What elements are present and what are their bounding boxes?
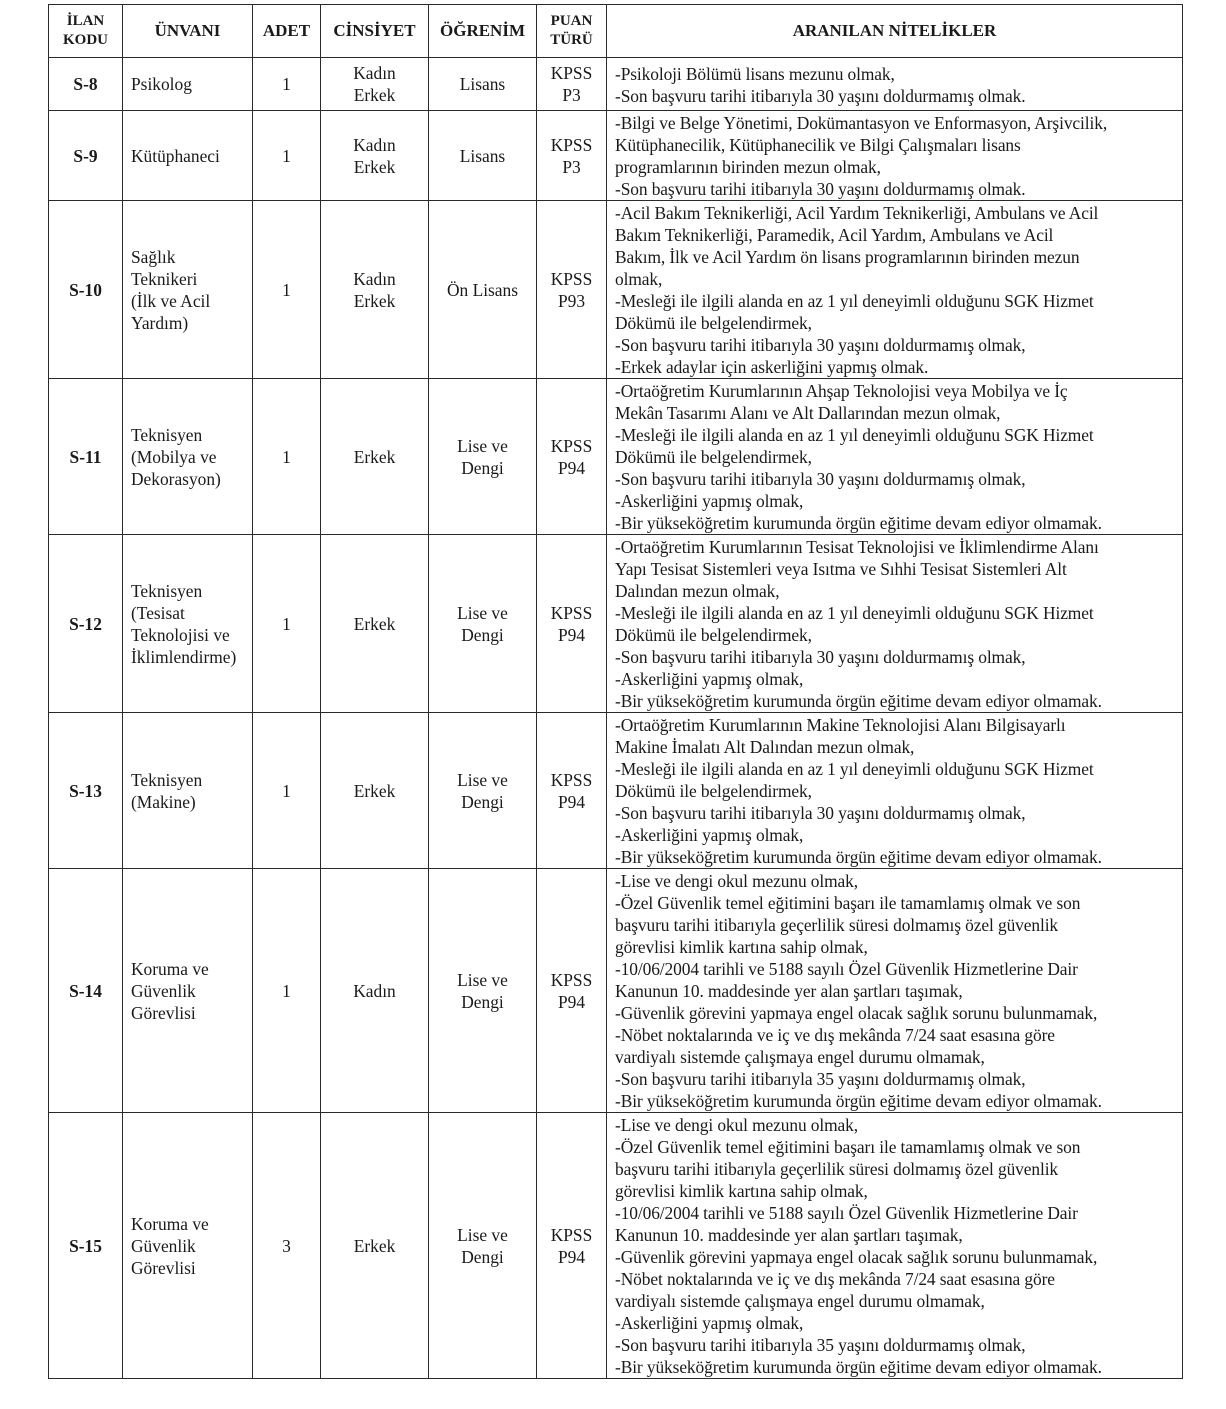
requirements-cell-line: -Bir yükseköğretim kurumunda örgün eğitime devam ediyor olmamak. xyxy=(615,1091,1102,1111)
education-cell-line: Lise ve xyxy=(457,1224,508,1245)
score-type-cell-line: P93 xyxy=(557,290,586,311)
listing-code: S-9 xyxy=(49,111,123,201)
listing-code: S-14 xyxy=(49,869,123,1113)
gender-cell-line: Erkek xyxy=(353,85,396,105)
position-title-line: Teknisyen xyxy=(131,769,203,790)
requirements-cell-line: -Lise ve dengi okul mezunu olmak, xyxy=(615,1115,859,1135)
position-title-line: Teknikeri xyxy=(131,268,198,289)
education-cell-line: Lisans xyxy=(459,145,506,166)
position-title xyxy=(123,201,253,379)
requirements-cell xyxy=(607,111,1183,201)
education-cell xyxy=(429,869,537,1113)
requirements-cell xyxy=(607,869,1183,1113)
score-type-cell-line: P3 xyxy=(562,85,581,105)
table-row xyxy=(49,111,1183,201)
requirements-cell-line: -Bir yükseköğretim kurumunda örgün eğitime devam ediyor olmamak. xyxy=(615,513,1102,533)
job-listing-table xyxy=(48,4,1183,1379)
gender-cell xyxy=(321,111,429,201)
requirements-cell-line: -Askerliğini yapmış olmak, xyxy=(615,825,804,845)
score-type-cell-line: KPSS xyxy=(550,1224,593,1245)
requirements-cell-line: -Psikoloji Bölümü lisans mezunu olmak, xyxy=(615,63,895,84)
gender-cell xyxy=(321,869,429,1113)
requirements-cell-line: -Askerliğini yapmış olmak, xyxy=(615,669,804,689)
education-cell-line: Lise ve xyxy=(457,602,508,623)
requirements-cell-line: -Son başvuru tarihi itibarıyla 35 yaşını doldurmamış olmak, xyxy=(615,1069,1026,1089)
gender-cell-line: Erkek xyxy=(353,1235,396,1256)
requirements-cell-line: Bakım, İlk ve Acil Yardım ön lisans programlarının birinden mezun xyxy=(615,247,1080,267)
requirements-cell-line: -Askerliğini yapmış olmak, xyxy=(615,1313,804,1333)
gender-cell xyxy=(321,1113,429,1379)
requirements-cell-line: -Bir yükseköğretim kurumunda örgün eğitime devam ediyor olmamak. xyxy=(615,847,1102,867)
position-title-line: Koruma ve xyxy=(131,1213,209,1234)
table-row xyxy=(49,869,1183,1113)
position-title xyxy=(123,535,253,713)
position-title-line: (Mobilya ve xyxy=(131,446,217,467)
requirements-cell-line: -Bilgi ve Belge Yönetimi, Dokümantasyon ve Enformasyon, Arşivcilik, xyxy=(615,113,1108,133)
score-type-cell xyxy=(537,713,607,869)
table-row xyxy=(49,713,1183,869)
education-cell xyxy=(429,1113,537,1379)
score-type-cell xyxy=(537,1113,607,1379)
requirements-cell-line: -Nöbet noktalarında ve iç ve dış mekânda 7/24 saat esasına göre xyxy=(615,1269,1055,1289)
position-title xyxy=(123,111,253,201)
header-score-type: PUAN TÜRÜ xyxy=(537,5,607,58)
position-count: 1 xyxy=(253,535,321,713)
requirements-cell-line: -Son başvuru tarihi itibarıyla 35 yaşını doldurmamış olmak, xyxy=(615,1335,1026,1355)
education-cell xyxy=(429,713,537,869)
listing-code: S-15 xyxy=(49,1113,123,1379)
gender-cell-line: Kadın xyxy=(353,63,396,83)
requirements-cell-line: -Son başvuru tarihi itibarıyla 30 yaşını doldurmamış olmak, xyxy=(615,335,1026,355)
position-title-line: Görevlisi xyxy=(131,1257,196,1278)
requirements-cell-line: başvuru tarihi itibarıyla geçerlilik süresi dolmamış özel güvenlik xyxy=(615,915,1059,935)
education-cell xyxy=(429,379,537,535)
requirements-cell-line: -Son başvuru tarihi itibarıyla 30 yaşını doldurmamış olmak. xyxy=(615,179,1026,199)
header-count: ADET xyxy=(253,5,321,58)
requirements-cell xyxy=(607,379,1183,535)
gender-cell xyxy=(321,58,429,111)
score-type-cell xyxy=(537,869,607,1113)
requirements-cell-line: vardiyalı sistemde çalışmaya engel durumu olmamak, xyxy=(615,1047,985,1067)
requirements-cell-line: -Mesleği ile ilgili alanda en az 1 yıl deneyimli olduğunu SGK Hizmet xyxy=(615,425,1094,445)
requirements-cell-line: -Ortaöğretim Kurumlarının Ahşap Teknolojisi veya Mobilya ve İç xyxy=(615,381,1068,401)
requirements-cell-line: -10/06/2004 tarihli ve 5188 sayılı Özel Güvenlik Hizmetlerine Dair xyxy=(615,959,1078,979)
position-title-line: Güvenlik xyxy=(131,1235,196,1256)
requirements-cell-line: Dökümü ile belgelendirmek, xyxy=(615,781,812,801)
position-title-line: Koruma ve xyxy=(131,958,209,979)
gender-cell xyxy=(321,379,429,535)
score-type-cell-line: P3 xyxy=(562,156,581,177)
table-row xyxy=(49,379,1183,535)
header-requirements: ARANILAN NİTELİKLER xyxy=(607,5,1183,58)
table-row xyxy=(49,58,1183,111)
requirements-cell-line: Bakım Teknikerliği, Paramedik, Acil Yardım, Ambulans ve Acil xyxy=(615,225,1054,245)
requirements-cell-line: -Güvenlik görevini yapmaya engel olacak sağlık sorunu bulunmamak, xyxy=(615,1003,1098,1023)
header-code: İLAN KODU xyxy=(49,5,123,58)
education-cell xyxy=(429,58,537,111)
education-cell-line: Lise ve xyxy=(457,435,508,456)
requirements-cell-line: -Mesleği ile ilgili alanda en az 1 yıl deneyimli olduğunu SGK Hizmet xyxy=(615,759,1094,779)
requirements-cell-line: -Bir yükseköğretim kurumunda örgün eğitime devam ediyor olmamak. xyxy=(615,691,1102,711)
score-type-cell-line: KPSS xyxy=(550,602,593,623)
requirements-cell-line: Dökümü ile belgelendirmek, xyxy=(615,625,812,645)
education-cell-line: Dengi xyxy=(461,791,504,812)
education-cell-line: Dengi xyxy=(461,457,504,478)
position-title-line: Kütüphaneci xyxy=(131,145,220,166)
requirements-cell-line: Mekân Tasarımı Alanı ve Alt Dallarından mezun olmak, xyxy=(615,403,1001,423)
position-title-line: Teknisyen xyxy=(131,424,203,445)
score-type-cell-line: P94 xyxy=(557,457,586,478)
requirements-cell-line: Kanunun 10. maddesinde yer alan şartları taşımak, xyxy=(615,1225,963,1245)
requirements-cell-line: Yapı Tesisat Sistemleri veya Isıtma ve Sıhhi Tesisat Sistemleri Alt xyxy=(615,559,1067,579)
score-type-cell-line: P94 xyxy=(557,991,586,1012)
requirements-cell-line: -Özel Güvenlik temel eğitimini başarı ile tamamlamış olmak ve son xyxy=(615,893,1081,913)
education-cell-line: Lise ve xyxy=(457,969,508,990)
requirements-cell-line: programlarının birinden mezun olmak, xyxy=(615,157,881,177)
table-header-row xyxy=(49,5,1183,58)
score-type-cell xyxy=(537,58,607,111)
position-title-line: Yardım) xyxy=(131,312,189,333)
table-row xyxy=(49,201,1183,379)
score-type-cell-line: P94 xyxy=(557,1246,586,1267)
gender-cell xyxy=(321,535,429,713)
requirements-cell-line: -Ortaöğretim Kurumlarının Tesisat Teknolojisi ve İklimlendirme Alanı xyxy=(615,537,1099,557)
position-count: 1 xyxy=(253,713,321,869)
score-type-cell-line: P94 xyxy=(557,624,586,645)
position-title xyxy=(123,379,253,535)
requirements-cell-line: -Erkek adaylar için askerliğini yapmış olmak. xyxy=(615,357,929,377)
score-type-cell xyxy=(537,201,607,379)
position-count: 3 xyxy=(253,1113,321,1379)
score-type-cell-line: KPSS xyxy=(550,268,593,289)
education-cell xyxy=(429,201,537,379)
score-type-cell-line: KPSS xyxy=(550,435,593,456)
gender-cell-line: Erkek xyxy=(353,156,396,177)
gender-cell-line: Kadın xyxy=(353,980,396,1001)
position-title-line: Sağlık xyxy=(131,246,176,267)
education-cell-line: Lisans xyxy=(459,74,506,94)
position-title-line: (Tesisat xyxy=(131,602,185,623)
listing-code: S-11 xyxy=(49,379,123,535)
requirements-cell-line: -Lise ve dengi okul mezunu olmak, xyxy=(615,871,859,891)
gender-cell-line: Erkek xyxy=(353,290,396,311)
score-type-cell-line: KPSS xyxy=(550,769,593,790)
requirements-cell-line: görevlisi kimlik kartına sahip olmak, xyxy=(615,1181,868,1201)
score-type-cell-line: P94 xyxy=(557,791,586,812)
header-gender: CİNSİYET xyxy=(321,5,429,58)
position-count: 1 xyxy=(253,201,321,379)
requirements-cell-line: başvuru tarihi itibarıyla geçerlilik süresi dolmamış özel güvenlik xyxy=(615,1159,1059,1179)
requirements-cell-line: -Özel Güvenlik temel eğitimini başarı ile tamamlamış olmak ve son xyxy=(615,1137,1081,1157)
education-cell xyxy=(429,111,537,201)
education-cell-line: Dengi xyxy=(461,1246,504,1267)
requirements-cell-line: -10/06/2004 tarihli ve 5188 sayılı Özel Güvenlik Hizmetlerine Dair xyxy=(615,1203,1078,1223)
score-type-cell xyxy=(537,111,607,201)
requirements-cell-line: -Ortaöğretim Kurumlarının Makine Teknolojisi Alanı Bilgisayarlı xyxy=(615,715,1066,735)
requirements-cell-line: -Nöbet noktalarında ve iç ve dış mekânda 7/24 saat esasına göre xyxy=(615,1025,1055,1045)
listing-code: S-10 xyxy=(49,201,123,379)
requirements-cell xyxy=(607,713,1183,869)
requirements-cell xyxy=(607,535,1183,713)
requirements-cell-line: -Mesleği ile ilgili alanda en az 1 yıl deneyimli olduğunu SGK Hizmet xyxy=(615,603,1094,623)
listing-code: S-12 xyxy=(49,535,123,713)
requirements-cell-line: Dalından mezun olmak, xyxy=(615,581,780,601)
requirements-cell xyxy=(607,58,1183,111)
requirements-cell-line: Kanunun 10. maddesinde yer alan şartları taşımak, xyxy=(615,981,963,1001)
position-title xyxy=(123,869,253,1113)
position-title-line: Teknisyen xyxy=(131,580,203,601)
requirements-cell-line: görevlisi kimlik kartına sahip olmak, xyxy=(615,937,868,957)
requirements-cell-line: -Son başvuru tarihi itibarıyla 30 yaşını doldurmamış olmak. xyxy=(615,85,1026,106)
gender-cell-line: Erkek xyxy=(353,446,396,467)
score-type-cell-line: KPSS xyxy=(550,134,593,155)
table-row xyxy=(49,1113,1183,1379)
table-row xyxy=(49,535,1183,713)
gender-cell-line: Kadın xyxy=(353,134,396,155)
score-type-cell-line: KPSS xyxy=(550,63,593,83)
requirements-cell-line: Dökümü ile belgelendirmek, xyxy=(615,313,812,333)
position-count: 1 xyxy=(253,111,321,201)
score-type-cell xyxy=(537,535,607,713)
requirements-cell-line: Dökümü ile belgelendirmek, xyxy=(615,447,812,467)
requirements-cell-line: -Acil Bakım Teknikerliği, Acil Yardım Teknikerliği, Ambulans ve Acil xyxy=(615,203,1099,223)
header-education: ÖĞRENİM xyxy=(429,5,537,58)
requirements-cell-line: -Son başvuru tarihi itibarıyla 30 yaşını doldurmamış olmak, xyxy=(615,469,1026,489)
position-count: 1 xyxy=(253,869,321,1113)
position-count: 1 xyxy=(253,58,321,111)
position-title-line: İklimlendirme) xyxy=(131,646,237,667)
requirements-cell-line: -Askerliğini yapmış olmak, xyxy=(615,491,804,511)
requirements-cell xyxy=(607,201,1183,379)
requirements-cell-line: olmak, xyxy=(615,269,663,289)
position-title xyxy=(123,58,253,111)
gender-cell-line: Erkek xyxy=(353,780,396,801)
gender-cell xyxy=(321,713,429,869)
gender-cell-line: Erkek xyxy=(353,613,396,634)
listing-code: S-13 xyxy=(49,713,123,869)
position-title-line: (İlk ve Acil xyxy=(131,290,211,311)
requirements-cell xyxy=(607,1113,1183,1379)
header-title: ÜNVANI xyxy=(123,5,253,58)
requirements-cell-line: vardiyalı sistemde çalışmaya engel durumu olmamak, xyxy=(615,1291,985,1311)
position-title-line: (Makine) xyxy=(131,791,196,812)
position-title-line: Dekorasyon) xyxy=(131,468,221,489)
education-cell xyxy=(429,535,537,713)
score-type-cell xyxy=(537,379,607,535)
position-title-line: Güvenlik xyxy=(131,980,196,1001)
gender-cell xyxy=(321,201,429,379)
requirements-cell-line: Makine İmalatı Alt Dalından mezun olmak, xyxy=(615,737,915,757)
position-title-line: Görevlisi xyxy=(131,1002,196,1023)
requirements-cell-line: -Son başvuru tarihi itibarıyla 30 yaşını doldurmamış olmak, xyxy=(615,803,1026,823)
requirements-cell-line: -Bir yükseköğretim kurumunda örgün eğitime devam ediyor olmamak. xyxy=(615,1357,1102,1377)
requirements-cell-line: Kütüphanecilik, Kütüphanecilik ve Bilgi Çalışmaları lisans xyxy=(615,135,1021,155)
job-listing-document xyxy=(48,4,1182,1379)
position-title xyxy=(123,713,253,869)
education-cell-line: Ön Lisans xyxy=(446,279,518,300)
position-title-line: Teknolojisi ve xyxy=(131,624,230,645)
education-cell-line: Lise ve xyxy=(457,769,508,790)
position-title xyxy=(123,1113,253,1379)
position-title-line: Psikolog xyxy=(131,74,192,94)
gender-cell-line: Kadın xyxy=(353,268,396,289)
position-count: 1 xyxy=(253,379,321,535)
score-type-cell-line: KPSS xyxy=(550,969,593,990)
education-cell-line: Dengi xyxy=(461,624,504,645)
requirements-cell-line: -Son başvuru tarihi itibarıyla 30 yaşını doldurmamış olmak, xyxy=(615,647,1026,667)
requirements-cell-line: -Mesleği ile ilgili alanda en az 1 yıl deneyimli olduğunu SGK Hizmet xyxy=(615,291,1094,311)
education-cell-line: Dengi xyxy=(461,991,504,1012)
listing-code: S-8 xyxy=(49,58,123,111)
requirements-cell-line: -Güvenlik görevini yapmaya engel olacak sağlık sorunu bulunmamak, xyxy=(615,1247,1098,1267)
